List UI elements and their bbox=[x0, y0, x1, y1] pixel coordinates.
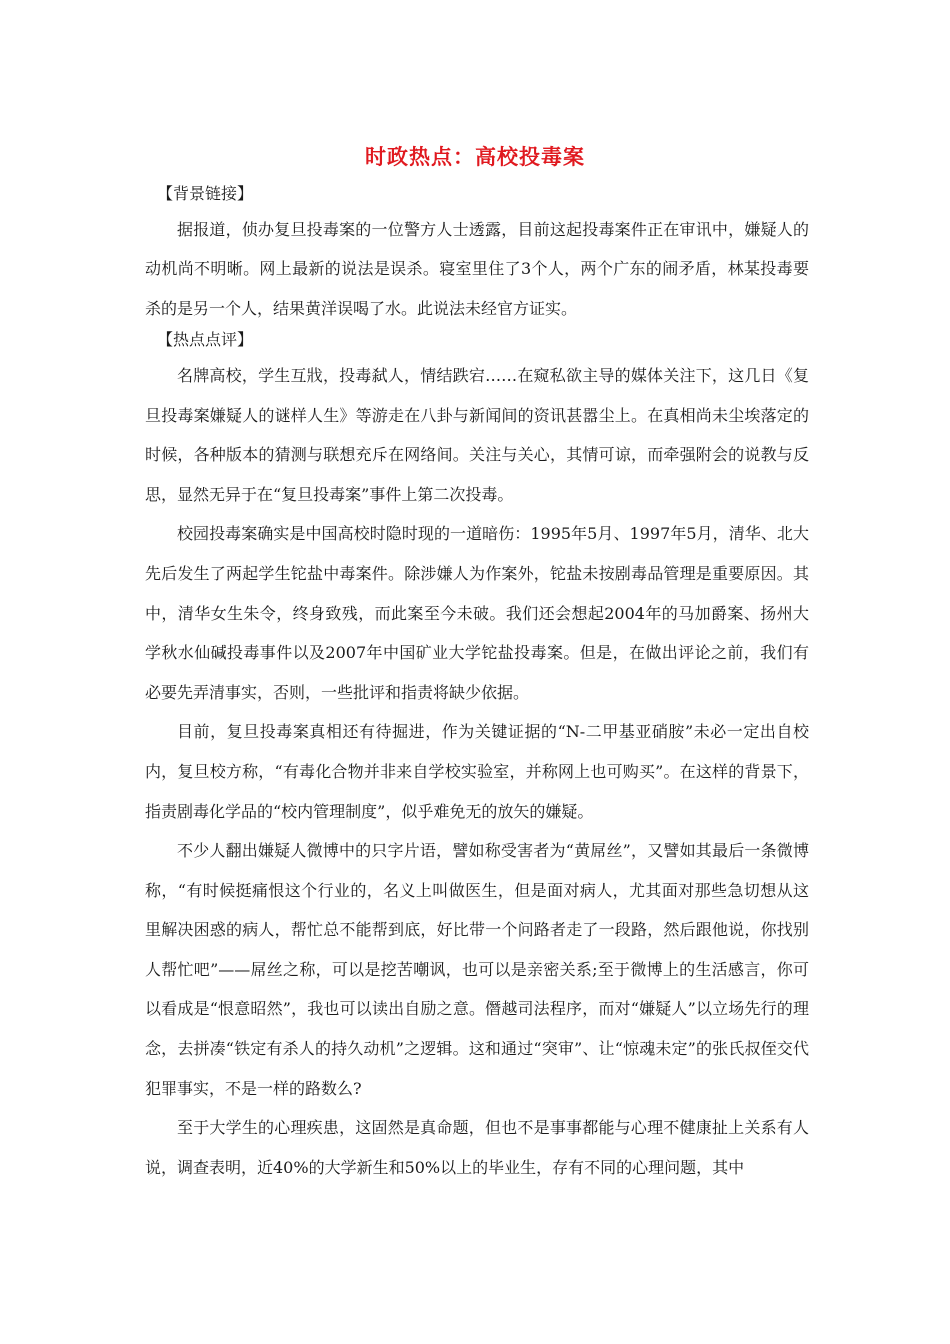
paragraph-commentary-1: 名牌高校，学生互戕，投毒弑人，情结跌宕……在窥私欲主导的媒体关注下，这几日《复旦投毒案嫌疑人的谜样人生》等游走在八卦与新闻间的资讯甚嚣尘上。在真相尚未尘埃落定的时候，各种版本的猜测与联想充斥在网络间。关注与关心，其情可谅，而牵强附会的说教与反思，显然无异于在“复旦投毒案”事件上第二次投毒。 bbox=[145, 365, 809, 504]
paragraph-commentary-3: 目前，复旦投毒案真相还有待掘进，作为关键证据的“N-二甲基亚硝胺”未必一定出自校内，复旦校方称，“有毒化合物并非来自学校实验室，并称网上也可购买”。在这样的背景下，指责剧毒化学品的“校内管理制度”，似乎难免无的放矢的嫌疑。 bbox=[145, 722, 809, 821]
document-title: 时政热点：高校投毒案 bbox=[365, 144, 585, 169]
section-label-background: 【背景链接】 bbox=[157, 184, 254, 203]
paragraph-commentary-5: 至于大学生的心理疾患，这固然是真命题，但也不是事事都能与心理不健康扯上关系有人说，调查表明，近40%的大学新生和50%以上的毕业生，存有不同的心理问题，其中 bbox=[145, 1118, 809, 1177]
section-label-commentary: 【热点点评】 bbox=[157, 330, 254, 350]
document-body bbox=[145, 178, 809, 1187]
paragraph-commentary-4: 不少人翻出嫌疑人微博中的只字片语，譬如称受害者为“黄屌丝”，又譬如其最后一条微博称，“有时候挺痛恨这个行业的，名义上叫做医生，但是面对病人，尤其面对那些急切想从这里解决困惑的病人，帮忙总不能帮到底，好比带一个问路者走了一段路，然后跟他说，你找别人帮忙吧”——屌丝之称，可以是挖苦嘲讽，也可以是亲密关系;至于微博上的生活感言，你可以看成是“恨意昭然”，我也可以读出自励之意。僭越司法程序，而对“嫌疑人”以立场先行的理念，去拼凑“铁定有杀人的持久动机”之逻辑。这和通过“突审”、让“惊魂未定”的张氏叔侄交代犯罪事实，不是一样的路数么? bbox=[145, 841, 809, 1098]
paragraph-commentary-2: 校园投毒案确实是中国高校时隐时现的一道暗伤：1995年5月、1997年5月，清华、北大先后发生了两起学生铊盐中毒案件。除涉嫌人为作案外，铊盐未按剧毒品管理是重要原因。其中，清华女生朱令，终身致残，而此案至今未破。我们还会想起2004年的马加爵案、扬州大学秋水仙碱投毒事件以及2007年中国矿业大学铊盐投毒案。但是，在做出评论之前，我们有必要先弄清事实，否则，一些批评和指责将缺少依据。 bbox=[145, 524, 809, 702]
paragraph-background: 据报道，侦办复旦投毒案的一位警方人士透露，目前这起投毒案件正在审讯中，嫌疑人的动机尚不明晰。网上最新的说法是误杀。寝室里住了3个人，两个广东的闹矛盾，林某投毒要杀的是另一个人，结果黄洋误喝了水。此说法未经官方证实。 bbox=[145, 219, 809, 318]
